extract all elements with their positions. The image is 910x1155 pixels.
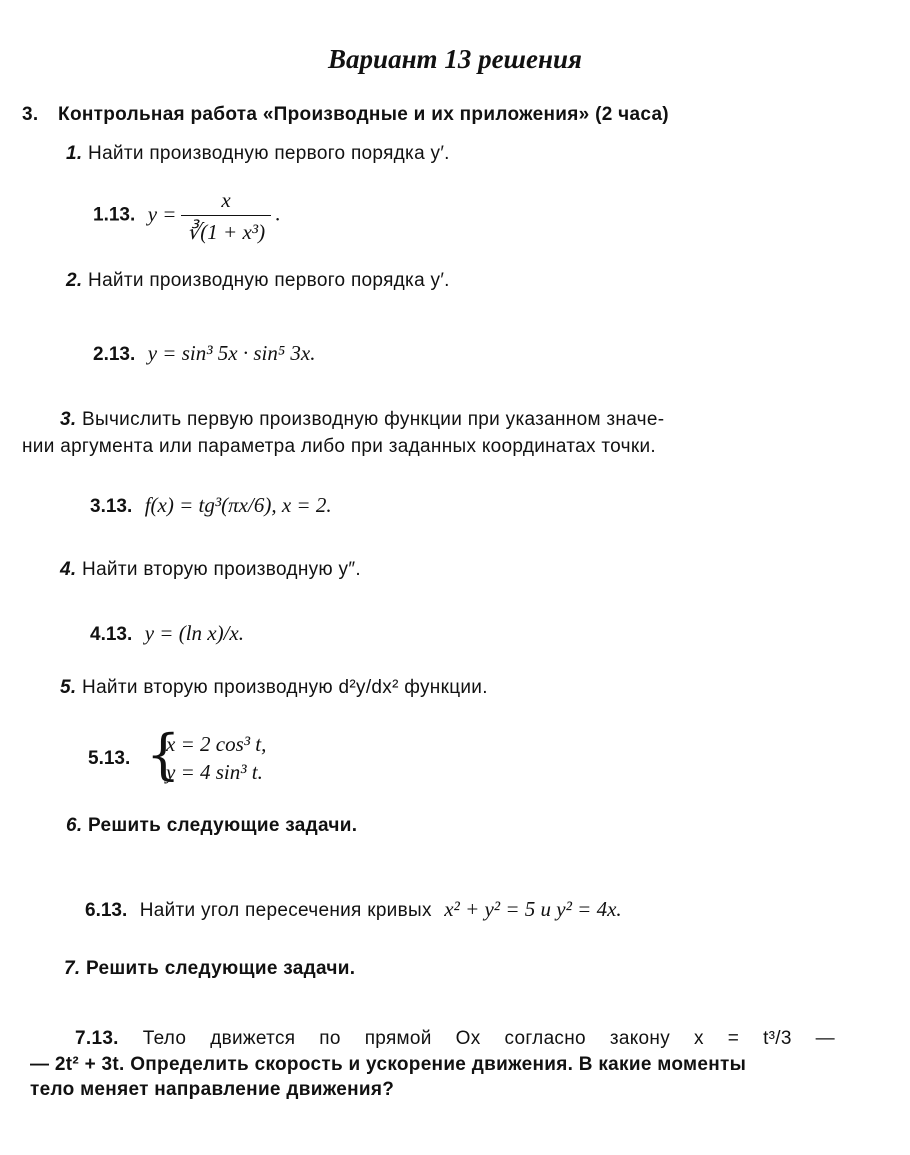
task-5-text: Найти вторую производную d²y/dx² функции.: [82, 677, 488, 698]
task-4-heading: [60, 559, 361, 581]
problem-3-13-label: 3.13.: [90, 496, 133, 517]
problem-4-13: [90, 621, 244, 646]
task-7-text: Решить следующие задачи.: [86, 958, 356, 979]
problem-1-13-label: 1.13.: [93, 204, 136, 226]
task-7-number: 7.: [64, 958, 81, 979]
fraction-denominator: ∛(1 + x³): [181, 215, 271, 245]
problem-1-13-lhs: y =: [147, 201, 177, 226]
task-6-number: 6.: [66, 815, 83, 836]
task-1-number: 1.: [66, 143, 83, 164]
problem-5-13-label: 5.13.: [88, 748, 131, 769]
problem-3-13-formula: f(x) = tg³(πx/6), x = 2.: [144, 493, 332, 517]
task-4-number: 4.: [60, 559, 77, 580]
problem-2-13-label: 2.13.: [93, 344, 136, 365]
problem-4-13-formula: y = (ln x)/x.: [144, 621, 245, 645]
task-2-number: 2.: [66, 270, 83, 291]
problem-6-13: [85, 897, 622, 922]
task-7-heading: [64, 958, 355, 980]
system-brace: {: [146, 723, 181, 786]
problem-4-13-label: 4.13.: [90, 624, 133, 645]
task-6-heading: [66, 815, 357, 837]
system-line-1: x = 2 cos³ t,: [166, 732, 267, 756]
problem-2-13-formula: y = sin³ 5x · sin⁵ 3x.: [147, 341, 316, 365]
task-4-text: Найти вторую производную y″.: [82, 559, 361, 580]
problem-1-13-end: .: [275, 201, 281, 226]
problem-6-13-text: Найти угол пересечения кривых: [139, 900, 432, 921]
fraction-numerator: x: [221, 188, 231, 212]
problem-7-13-label: 7.13.: [75, 1028, 119, 1049]
task-3-text-line1: Вычислить первую производную функции при указанном значе-: [82, 409, 665, 430]
problem-7-13-line1: [75, 1028, 835, 1050]
problem-3-13: [90, 493, 332, 518]
task-3-text-line2: нии аргумента или параметра либо при заданных координатах точки.: [22, 436, 656, 457]
task-5-heading: [60, 677, 488, 699]
task-1-heading: [66, 143, 450, 165]
problem-2-13: [93, 341, 315, 366]
page-title: Вариант 13 решения: [328, 44, 582, 74]
task-5-number: 5.: [60, 677, 77, 698]
task-3-heading-line1: [60, 409, 664, 431]
problem-6-13-label: 6.13.: [85, 900, 128, 921]
problem-6-13-formula: x² + y² = 5 и y² = 4x.: [444, 897, 622, 921]
task-1-text: Найти производную первого порядка y′.: [88, 143, 450, 164]
task-2-text: Найти производную первого порядка y′.: [88, 270, 450, 291]
problem-1-13: [93, 188, 281, 245]
problem-7-13-text-line1: Тело движется по прямой Ox согласно закону x = t³/3 —: [142, 1028, 835, 1049]
task-3-number: 3.: [60, 409, 77, 430]
problem-7-13-text-line3: тело меняет направление движения?: [30, 1079, 395, 1100]
problem-1-13-fraction: [181, 188, 271, 245]
system-line-2: y = 4 sin³ t.: [166, 760, 263, 784]
section-number: 3.: [22, 104, 39, 125]
section-header: [22, 104, 669, 126]
task-2-heading: [66, 270, 450, 292]
task-6-text: Решить следующие задачи.: [88, 815, 358, 836]
problem-7-13-text-line2: — 2t² + 3t. Определить скорость и ускорение движения. В какие моменты: [30, 1054, 747, 1075]
section-title: Контрольная работа «Производные и их приложения» (2 часа): [58, 104, 669, 125]
